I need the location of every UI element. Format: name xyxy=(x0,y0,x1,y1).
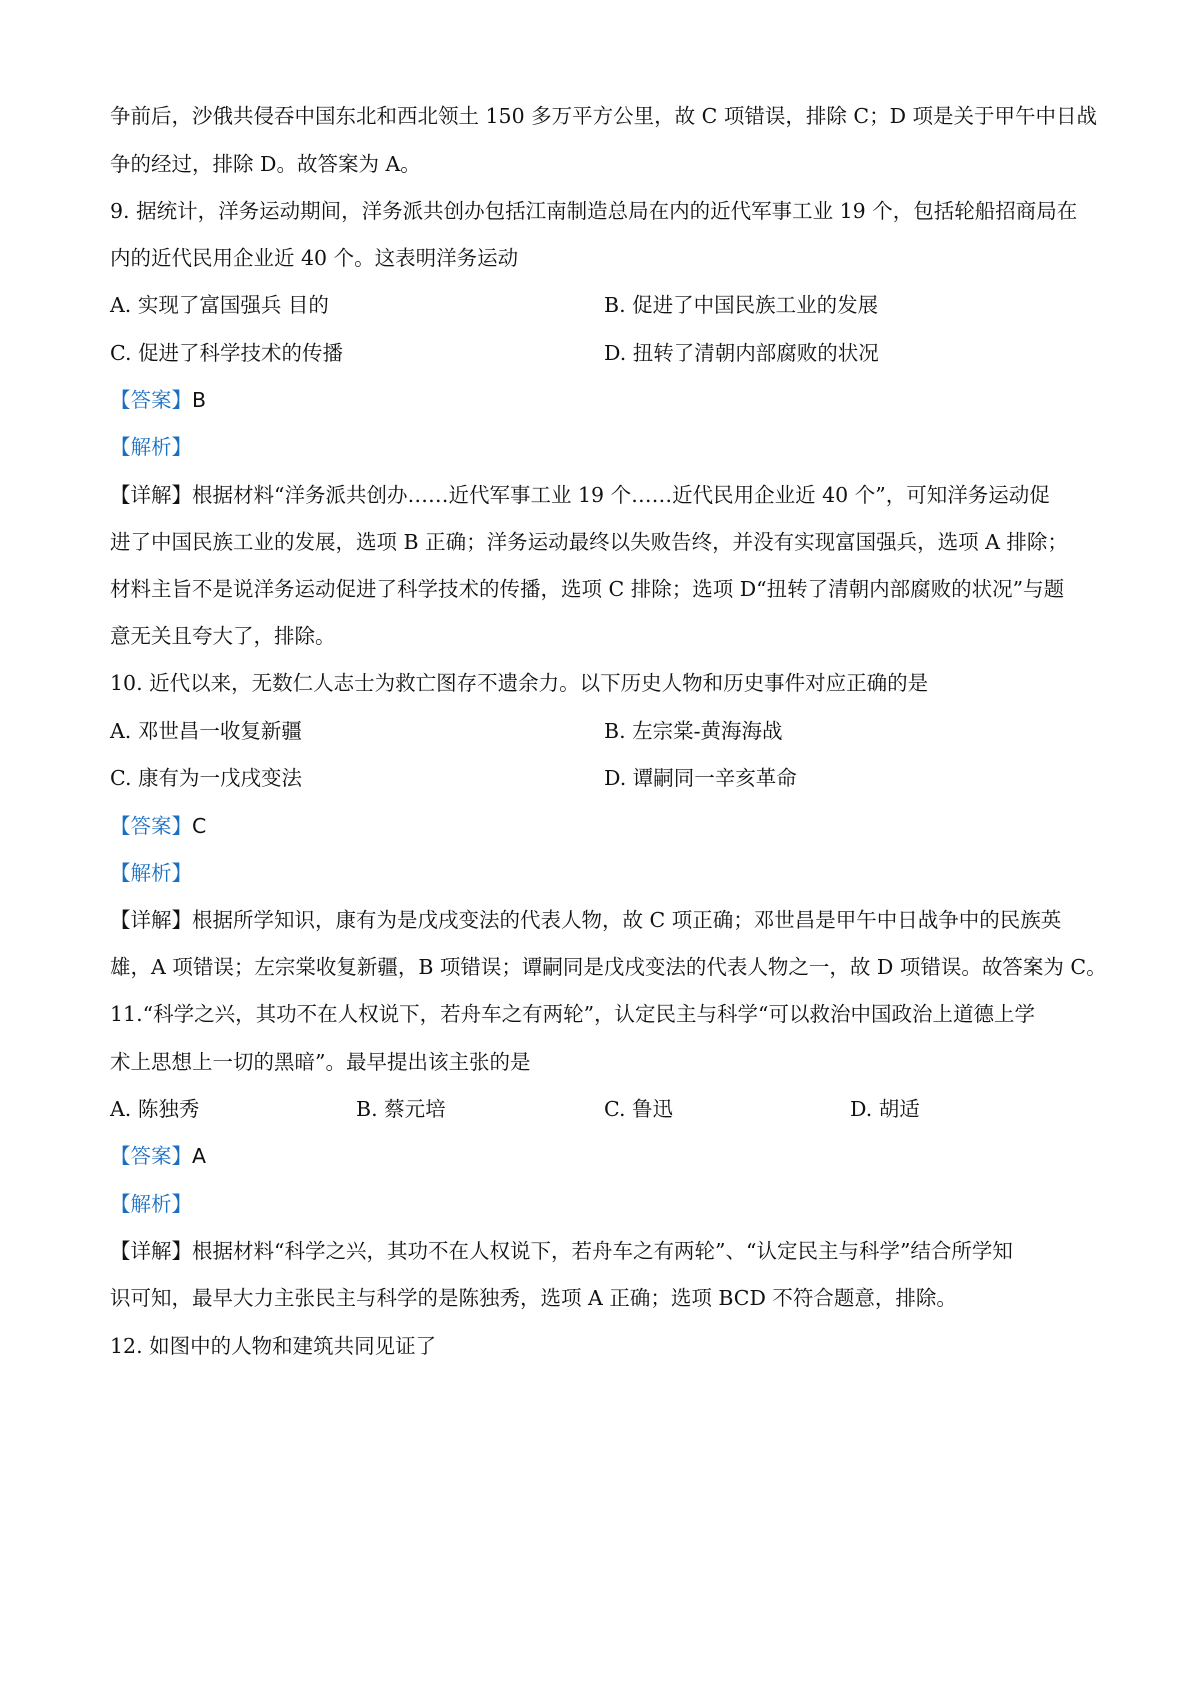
q9-detail-line-4: 意无关且夸大了，排除。 xyxy=(110,624,336,648)
q11-stem-line-2: 术上思想上一切的黑暗”。最早提出该主张的是 xyxy=(110,1050,531,1074)
q11-option-b: B. 蔡元培 xyxy=(356,1097,446,1121)
analysis-tag: 【解析】 xyxy=(110,861,192,885)
q11-detail-line-1 xyxy=(110,1236,1013,1266)
q9-detail-line-2: 进了中国民族工业的发展，选项 B 正确；洋务运动最终以失败告终，并没有实现富国强兵，选项 A 排除； xyxy=(110,530,1068,554)
q10-answer-row xyxy=(110,811,206,841)
q10-stem-line-1: 10. 近代以来，无数仁人志士为救亡图存不遗余力。以下历史人物和历史事件对应正确的是 xyxy=(110,671,929,695)
q10-option-d: D. 谭嗣同一辛亥革命 xyxy=(604,766,797,790)
q10-option-b: B. 左宗棠-黄海海战 xyxy=(604,719,783,743)
intro-line-2: 争的经过，排除 D。故答案为 A。 xyxy=(110,152,421,176)
q9-detail-text-1: 根据材料“洋务派共创办……近代军事工业 19 个……近代民用企业近 40 个”，可知洋务运动促 xyxy=(192,483,1050,507)
detail-tag: 【详解】 xyxy=(110,483,192,507)
q9-detail-line-3: 材料主旨不是说洋务运动促进了科学技术的传播，选项 C 排除；选项 D“扭转了清朝内部腐败的状况”与题 xyxy=(110,577,1065,601)
detail-tag: 【详解】 xyxy=(110,1239,192,1263)
analysis-tag: 【解析】 xyxy=(110,435,192,459)
q10-detail-text-1: 根据所学知识，康有为是戊戌变法的代表人物，故 C 项正确；邓世昌是甲午中日战争中的民族英 xyxy=(192,908,1062,932)
q11-answer-row xyxy=(110,1141,206,1171)
q9-option-a: A. 实现了富国强兵 目的 xyxy=(110,293,329,317)
q10-answer-value: C xyxy=(192,814,207,838)
q9-option-c: C. 促进了科学技术的传播 xyxy=(110,341,343,365)
q10-analysis-row xyxy=(110,858,192,888)
detail-tag: 【详解】 xyxy=(110,908,192,932)
q10-option-a: A. 邓世昌一收复新疆 xyxy=(110,719,302,743)
answer-tag: 【答案】 xyxy=(110,1144,192,1168)
q9-stem-line-1: 9. 据统计，洋务运动期间，洋务派共创办包括江南制造总局在内的近代军事工业 19 个，包括轮船招商局在 xyxy=(110,199,1078,223)
q10-option-c: C. 康有为一戊戌变法 xyxy=(110,766,302,790)
q11-analysis-row xyxy=(110,1189,192,1219)
q12-stem-line-1: 12. 如图中的人物和建筑共同见证了 xyxy=(110,1334,437,1358)
q9-option-b: B. 促进了中国民族工业的发展 xyxy=(604,293,879,317)
q11-option-a: A. 陈独秀 xyxy=(110,1097,200,1121)
q10-detail-line-2: 雄，A 项错误；左宗棠收复新疆，B 项错误；谭嗣同是戊戌变法的代表人物之一，故 D 项错误。故答案为 C。 xyxy=(110,955,1107,979)
analysis-tag: 【解析】 xyxy=(110,1192,192,1216)
q11-detail-line-2: 识可知，最早大力主张民主与科学的是陈独秀，选项 A 正确；选项 BCD 不符合题意，排除。 xyxy=(110,1286,957,1310)
answer-tag: 【答案】 xyxy=(110,388,192,412)
q10-detail-line-1 xyxy=(110,905,1061,935)
q9-answer-value: B xyxy=(192,388,207,412)
q9-answer-row xyxy=(110,385,206,415)
answer-tag: 【答案】 xyxy=(110,814,192,838)
q9-stem-line-2: 内的近代民用企业近 40 个。这表明洋务运动 xyxy=(110,246,519,270)
q11-option-c: C. 鲁迅 xyxy=(604,1097,673,1121)
q11-option-d: D. 胡适 xyxy=(850,1097,920,1121)
q11-stem-line-1: 11.“科学之兴，其功不在人权说下，若舟车之有两轮”，认定民主与科学“可以救治中国政治上道德上学 xyxy=(110,1002,1036,1026)
q9-option-d: D. 扭转了清朝内部腐败的状况 xyxy=(604,341,879,365)
q11-detail-text-1: 根据材料“科学之兴，其功不在人权说下，若舟车之有两轮”、“认定民主与科学”结合所学知 xyxy=(192,1239,1013,1263)
q9-detail-line-1 xyxy=(110,480,1050,510)
q11-answer-value: A xyxy=(192,1144,207,1168)
q9-analysis-row xyxy=(110,432,192,462)
intro-line-1: 争前后，沙俄共侵吞中国东北和西北领土 150 多万平方公里，故 C 项错误，排除 C；D 项是关于甲午中日战 xyxy=(110,104,1098,128)
